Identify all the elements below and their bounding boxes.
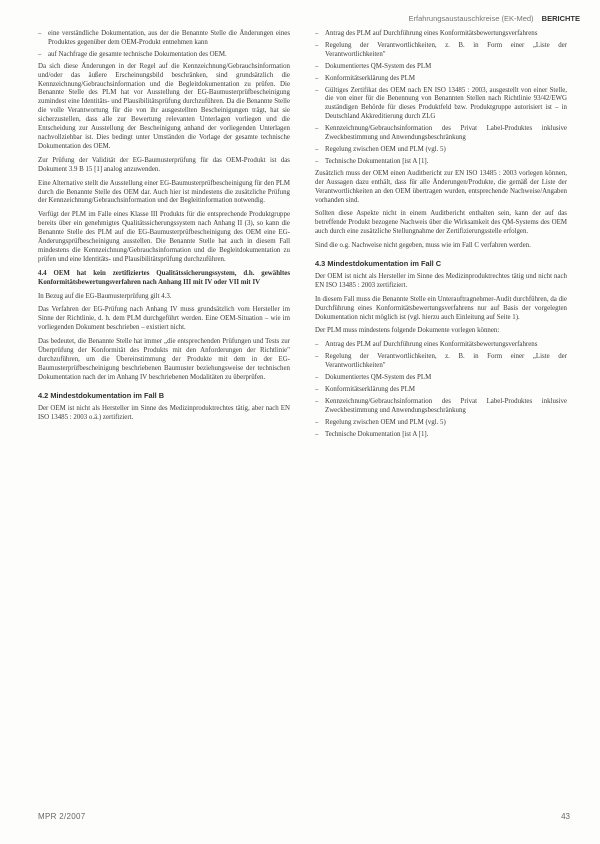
paragraph: Das Verfahren der EG-Prüfung nach Anhang IV muss grundsätzlich vom Hersteller im Sinne der Richtlinie, d. h. dem PLM durchgeführt werden. Eine OEM-Situation – wie im vorliegenden Dokument beschrieben – existiert nicht. [38,306,290,332]
paragraph: Zusätzlich muss der OEM einen Auditbericht zur EN ISO 13485 : 2003 vorlegen können, der Aussagen dazu enthält, dass für alle Änderungen/Produkte, die gemäß der Liste der Verantwortlichkeiten an den OEM übertragen wurden, entsprechende Nachweise/Angaben vorhanden sind. [315,169,567,204]
right-column [315,30,567,443]
list-item: – Regelung der Verantwortlichkeiten, z. B. in Form einer „Liste der Verantwortlichkeiten" [315,42,567,60]
paragraph: Der OEM ist nicht als Hersteller im Sinne des Medizinproduktrechtes tätig und nicht nach EN ISO 13485 : 2003 zertifiziert. [315,272,567,289]
paragraph: Zur Prüfung der Validität der EG-Baumusterprüfung für das OEM-Produkt ist das Dokument 3.9 B 15 [1] analog anzuwenden. [38,156,290,173]
list-item: – Kennzeichnung/Gebrauchsinformation des Privat Label-Produktes inklusive Zweckbestimmung und Anwendungsbeschränkung [315,125,567,143]
section-label: BERICHTE [541,14,580,23]
paragraph: Der PLM muss mindestens folgende Dokumente vorlegen können: [315,327,500,335]
section-heading: 4.2 Mindestdokumentation im Fall B [38,390,165,400]
list-item: – Gültiges Zertifikat des OEM nach EN ISO 13485 : 2003, ausgestellt von einer Stelle, die von einer für die Benennung von Benannten Stellen nach Richtlinie 93/42/EWG zuständigen Behörde für dieses Produktfeld bzw. Produktgruppe autorisiert ist – in Deutschland Akkreditierung durch ZLG [315,87,567,123]
paragraph: Da sich diese Änderungen in der Regel auf die Kennzeichnung/Gebrauchsinformation und/oder das äußere Erscheinungsbild beschränken, sind grundsätzlich die Kennzeichnung/Gebrauchsinformation und die Begleitdokumentation zu prüfen. Die Benannte Stelle des PLM hat vor Ausstellung der EG-Baumusterprüfbescheinigung zumindest eine Identitäts- und Plausibilitätsprüfung durchzuführen. Da die Benannte Stelle die volle Verantwortung für die von ihr ausgestellten Bescheinigungen trägt, hat sie sicherzustellen, dass alle zur Bewertung relevanten Unterlagen vorliegen und die Entscheidung zur Ausstellung der Bescheinigung anhand der vorliegenden Unterlagen nachvollziehbar ist. Dies bedingt unter Umständen die Vorlage der gesamte technische Dokumentation des OEM. [38,62,290,150]
paragraph: Das bedeutet, die Benannte Stelle hat immer „die entsprechenden Prüfungen und Tests zur Überprüfung der Konformität des Produkts mit den Anforderungen der Richtlinie" durchzuführen, um die Übereinstimmung der Produkte mit dem in der EG-Baumusterprüfbescheinigung beschriebenen Baumuster beziehungsweise der technischen Dokumentation nach der im Anhang IV beschriebenen Modalitäten zu überprüfen. [38,338,290,381]
list-item: – Technische Dokumentation [ist A [1]. [315,431,567,440]
running-header [409,14,581,23]
list-item: – Regelung der Verantwortlichkeiten, z. B. in Form einer „Liste der Verantwortlichkeiten" [315,353,567,371]
list-item: – auf Nachfrage die gesamte technische Dokumentation des OEM. [38,51,290,60]
running-title: Erfahrungsaustauschkreise (EK-Med) [408,14,534,23]
paragraph: In Bezug auf die EG-Baumusterprüfung gilt 4.3. [38,292,172,300]
paragraph: Der OEM ist nicht als Hersteller im Sinne des Medizinproduktrechtes tätig, aber nach EN ISO 13485 : 2003 o.ä.) zertifiziert. [38,404,290,421]
list-item: – Regelung zwischen OEM und PLM (vgl. 5) [315,419,567,428]
list-item: – Konformitätserklärung des PLM [315,75,567,84]
paragraph: Eine Alternative stellt die Ausstellung einer EG-Baumusterprüfbescheinigung für den PLM durch die Benannte Stelle des OEM dar. Auch hier ist mindestens die zusätzliche Prüfung der Kennzeichnung/Gebrauchsinformation und der Begleitinformation notwendig. [38,179,290,205]
list-item: – Konformitätserklärung des PLM [315,386,567,395]
list-item: – eine verständliche Dokumentation, aus der die Benannte Stelle die Änderungen eines Produktes gegenüber dem OEM-Produkt entnehmen kann [38,30,290,48]
subsection-title: 4.4 OEM hat kein zertifiziertes Qualitätssicherungssystem, d.h. gewähltes Konformitätsbewertungsverfahren nach Anhang III mit IV oder VII mit IV [38,269,290,286]
list-item: – Dokumentiertes QM-System des PLM [315,63,567,72]
list-item: – Dokumentiertes QM-System des PLM [315,374,567,383]
list-item: – Technische Dokumentation [ist A [1]. [315,158,567,167]
issue-label: MPR 2/2007 [38,812,86,821]
paragraph: Verfügt der PLM im Falle eines Klasse III Produkts für die entsprechende Produktgruppe bereits über ein genehmigtes Qualitätssicherungssystem nach Anhang II (3), so kann die Benannte Stelle des PLM auf die EG-Baumusterprüfbescheinigung des OEM eine EG-Änderungsprüfbescheinigung ausstellen. Die Benannte Stelle hat auch in diesem Fall mindestens die Kennzeichnung/Gebrauchsinformation und die Begleitdokumentation zu prüfen und eine Identitäts- und Plausibilitätsprüfung durchzuführen. [38,211,290,263]
paragraph: Sollten diese Aspekte nicht in einem Auditbericht enthalten sein, kann der auf das betreffende Produkt bezogene Nachweis über die Wirksamkeit des QM-Systems des OEM auch durch eine zusätzliche Stellungnahme der Zertifizierungsstelle erfolgen. [315,210,567,236]
list-item: – Regelung zwischen OEM und PLM (vgl. 5) [315,146,567,155]
left-column [38,30,290,427]
list-item: – Antrag des PLM auf Durchführung eines Konformitätsbewertungsverfahrens [315,30,567,39]
section-heading: 4.3 Mindestdokumentation im Fall C [315,259,442,269]
paragraph: Sind die o.g. Nachweise nicht gegeben, muss wie im Fall C verfahren werden. [315,242,531,250]
list-item: – Antrag des PLM auf Durchführung eines Konformitätsbewertungsverfahrens [315,341,567,350]
page-number: 43 [561,812,570,821]
list-item: – Kennzeichnung/Gebrauchsinformation des Privat Label-Produktes inklusive Zweckbestimmung und Anwendungsbeschränkung [315,398,567,416]
paragraph: In diesem Fall muss die Benannte Stelle ein Unterauftragnehmer-Audit durchführen, da die Durchführung eines Konformitätsbewertungsverfahrens nur auf Basis der vorgelegten Dokumentation nicht möglich ist (vgl. hierzu auch Einleitung auf Seite 1). [315,295,567,321]
